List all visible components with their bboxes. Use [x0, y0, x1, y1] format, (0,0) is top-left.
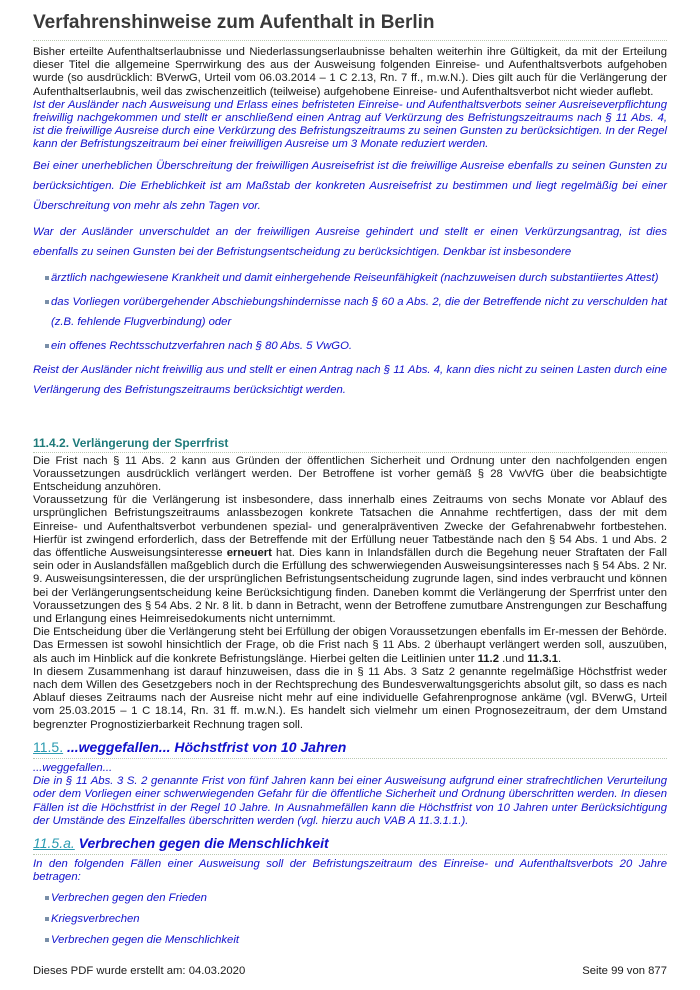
intro-paragraph: Bisher erteilte Aufenthaltserlaubnisse und Niederlassungserlaubnisse behalten weiterhin ihre Gültigkeit, da mit der Erteilung dieser Titel die allgemeine Sperrwirkung des aus der Ausweisung folgenden Einreise- und Aufenthaltsverbots aufgehoben wurde (so ausdrücklich: BVerwG, Urteil vom 06.03.2014 – 1 C 2.13, Rn. 7 ff., m.w.N.). Dies gilt auch für die Verlängerung der Aufenthaltserlaubnis, weil das zwischenzeitlich (teilweise) aufgehobene Einreise- und Aufenthaltsverbot nicht wieder auflebt. — [33, 46, 667, 98]
footer-page-number: Seite 99 von 877 — [582, 965, 667, 977]
bullet-list-hinderungsgruende — [33, 268, 667, 356]
list-item: ärztlich nachgewiesene Krankheit und damit einhergehende Reiseunfähigkeit (nachzuweisen durch substantiiertes Attest) — [39, 268, 667, 288]
paragraph-voraussetzung: Voraussetzung für die Verlängerung ist insbesondere, dass innerhalb eines Zeitraums von sechs Monate vor Ablauf des ursprünglichen Befristungszeitraums anlassbezogen konkrete Tatsachen die Annahme rechtfertigen, dass der mit dem Einreise- und Aufenthaltsverbot verbundenen spezial- und generalpräventiven Zwecke der Gefahrenabwehr fortbestehen. Hierfür ist zwingend erforderlich, dass der Betreffende mit der Erfüllung neuer Tatbestände nach den § 54 Abs. 1 und Abs. 2 das öffentliche Ausweisungsinteresse erneuert hat. Dies kann in Inlandsfällen durch die Begehung neuer Straftaten der Fall sein oder in Auslandsfällen maßgeblich durch die Erfüllung des schwerwiegenden Ausweisungsinteresses nach § 54 Abs. 2 Nr. 9. Ausweisungsinteressen, die der ursprünglichen Befristungsentscheidung zugrunde lagen, sind indes verbraucht und können bei der Verlängerungsentscheidung keine Berücksichtigung finden. Daneben kommt die Verlängerung der Sperrfrist unter den Voraussetzungen des § 54 Abs. 2 Nr. 8 lit. b dann in Betracht, wenn der Betroffene zumutbare Anstrengungen zur Beschaffung und Erlangung eines Heimreisedokuments nicht unternimmt. — [33, 494, 667, 626]
bullet-square-icon — [45, 938, 49, 942]
paragraph-hoechstfrist: Die in § 11 Abs. 3 S. 2 genannte Frist von fünf Jahren kann bei einer Ausweisung aufgrund einer strafrechtlichen Verurteilung oder dem Vorliegen einer schwerwiegenden Gefahr für die öffentliche Sicherheit und Ordnung überschritten werden. In diesen Fällen ist die Höchstfrist in der Regel 10 Jahre. In Ausnahmefällen kann die Höchstfrist von 10 Jahren unter Berücksichtigung der Umstände des Einzelfalles überschritten werden (vgl. hierzu auch VAB A 11.3.1.1.). — [33, 775, 667, 827]
paragraph-freiwillige-ausreise: Ist der Ausländer nach Ausweisung und Erlass eines befristeten Einreise- und Aufenthaltsverbots seiner Ausreiseverpflichtung freiwillig nachgekommen und stellt er anschließend einen Antrag auf Verkürzung des Befristungszeitraums nach § 11 Abs. 4, ist die freiwillige Ausreise durch eine Verkürzung des Befristungszeitraums zu seinen Gunsten zu berücksichtigen. In der Regel kann der Befristungszeitraum bei einer freiwilligen Ausreise um 3 Monate reduziert werden. — [33, 98, 667, 151]
section-heading-11-5-a: 11.5.a. Verbrechen gegen die Menschlichkeit — [33, 834, 667, 855]
bullet-square-icon — [45, 276, 49, 280]
bullet-square-icon — [45, 300, 49, 304]
section-heading-11-4-2: 11.4.2. Verlängerung der Sperrfrist — [33, 436, 667, 453]
list-item: Kriegsverbrechen — [39, 909, 667, 929]
bullet-list-verbrechen — [33, 888, 667, 950]
section-link-11-5[interactable]: 11.5. — [33, 738, 64, 755]
bullet-square-icon — [45, 896, 49, 900]
list-item: Verbrechen gegen die Menschlichkeit — [39, 930, 667, 950]
document-page — [33, 10, 667, 950]
bullet-square-icon — [45, 344, 49, 348]
paragraph-frist-verlaengerung: Die Frist nach § 11 Abs. 2 kann aus Gründen der öffentlichen Sicherheit und Ordnung unter den nachfolgenden engen Voraussetzungen ausdrücklich verlängert werden. Der Betroffene ist vorher gemäß § 28 VwVfG über die beabsichtigte Entscheidung anzuhören. — [33, 454, 667, 494]
section-link-11-5-a[interactable]: 11.5.a. — [33, 834, 75, 851]
bullet-square-icon — [45, 917, 49, 921]
list-item: Verbrechen gegen den Frieden — [39, 888, 667, 908]
section-heading-11-5: 11.5. ...weggefallen... Höchstfrist von 10 Jahren — [33, 738, 667, 759]
list-item: das Vorliegen vorübergehender Abschiebungshindernisse nach § 60 a Abs. 2, die der Betreffende nicht zu verschulden hat (z.B. fehlende Flugverbindung) oder — [39, 292, 667, 332]
list-item: ein offenes Rechtsschutzverfahren nach § 80 Abs. 5 VwGO. — [39, 336, 667, 356]
footer-created-date: Dieses PDF wurde erstellt am: 04.03.2020 — [33, 965, 246, 977]
paragraph-ueberschreitung: Bei einer unerheblichen Überschreitung der freiwilligen Ausreisefrist ist die freiwillige Ausreise ebenfalls zu seinen Gunsten zu berücksichtigen. Die Erheblichkeit ist am Maßstab der konkreten Ausreisefrist zu bestimmen und liegt regelmäßig bei einer Überschreitung von mehr als zehn Tagen vor. — [33, 159, 667, 212]
paragraph-unverschuldet: War der Ausländer unverschuldet an der freiwilligen Ausreise gehindert und stellt er einen Verkürzungsantrag, ist dies ebenfalls zu seinen Gunsten bei der Befristungsentscheidung zu berücksichtigen. Denkbar ist insbesondere — [33, 225, 667, 258]
paragraph-hoechstfrist-hinweis: In diesem Zusammenhang ist darauf hinzuweisen, dass die in § 11 Abs. 3 Satz 2 genannte regelmäßige Höchstfrist weder nach dem Willen des Gesetzgebers noch in der Rechtsprechung des Bundesverwaltungsgerichts absolut gilt, so dass es nach Ablauf dieses Zeitraums nach der Ausreise nicht mehr auf eine individuelle Gefahrenprognose ankäme (vgl. BVerwG, Urteil vom 25.03.2015 – 1 C 18.14, Rn. 31 ff. m.w.N.). Es handelt sich vielmehr um einen Prognosezeitraum, der dem Umstand begrenzter Prognostizierbarkeit Rechnung tragen soll. — [33, 665, 667, 731]
section-subtitle: ...weggefallen... — [33, 761, 113, 774]
paragraph-entscheidung: Die Entscheidung über die Verlängerung steht bei Erfüllung der obigen Voraussetzungen ebenfalls im Er-messen der Behörde. Das Ermessen ist sowohl hinsichtlich der Frage, ob die Frist nach § 11 Abs. 2 überhaupt verlängert werden soll, auszuüben, als auch im Hinblick auf die konkrete Befristungslänge. Hierbei gelten die Leitlinien unter 11.2 .und 11.3.1. — [33, 626, 667, 665]
document-title: Verfahrenshinweise zum Aufenthalt in Berlin — [33, 10, 667, 41]
paragraph-nicht-freiwillig: Reist der Ausländer nicht freiwillig aus und stellt er einen Antrag nach § 11 Abs. 4, kann dies nicht zu seinen Lasten durch eine Verlängerung des Befristungszeitraums berücksichtigt werden. — [33, 363, 667, 396]
paragraph-zwanzig-jahre: In den folgenden Fällen einer Ausweisung soll der Befristungszeitraum des Einreise- und Aufenthaltsverbots 20 Jahre betragen: — [33, 857, 667, 884]
